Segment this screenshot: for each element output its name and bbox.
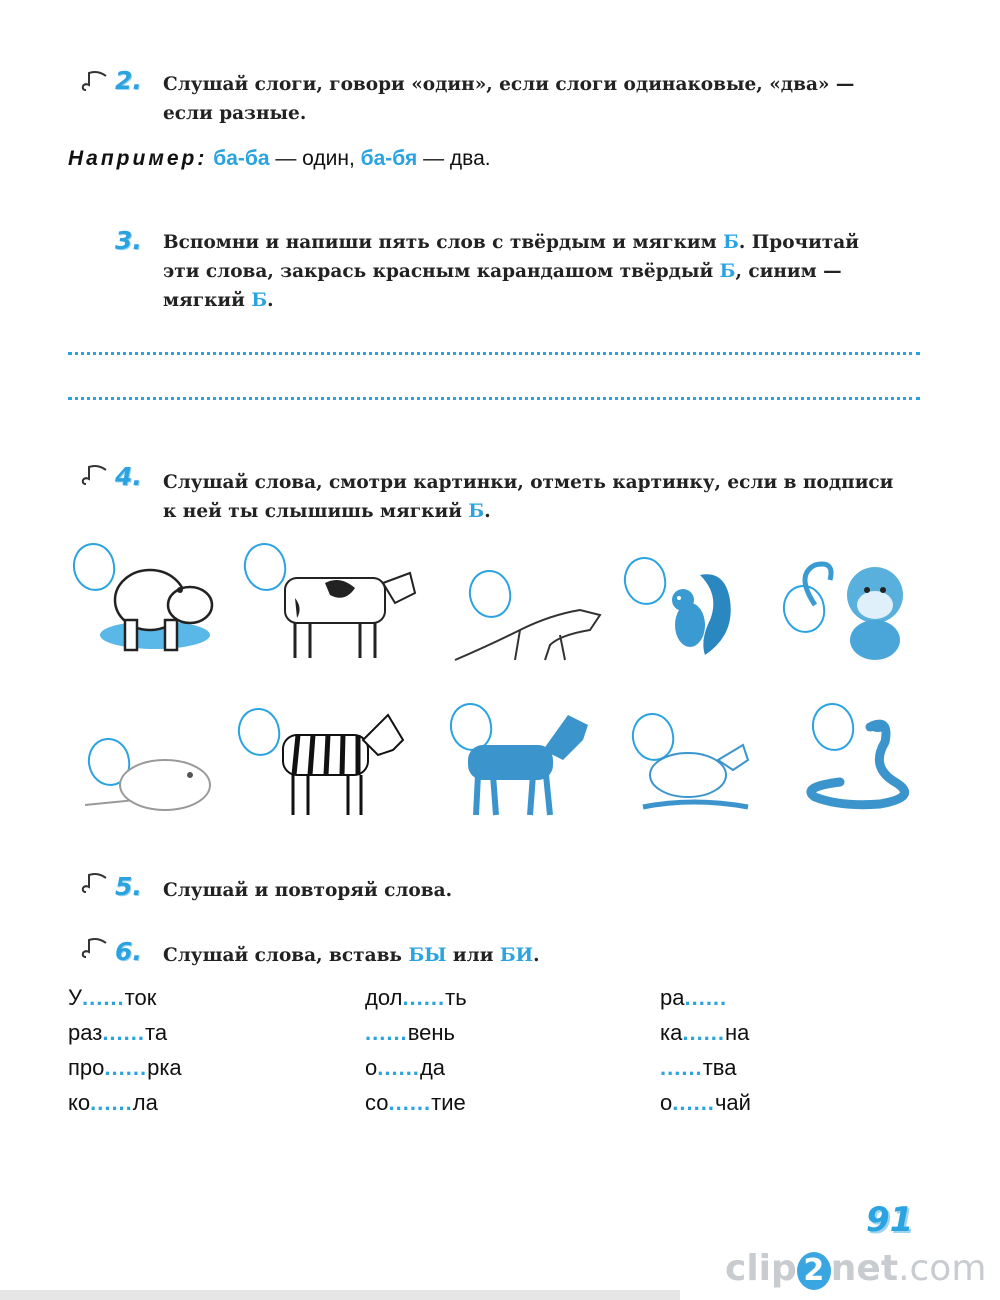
task-4-line-2: к ней ты слышишь мягкий Б. [163, 501, 491, 522]
zebra-icon [268, 710, 408, 820]
word-column-3 [660, 980, 751, 1120]
listen-note-icon [80, 68, 112, 94]
cow-icon [275, 563, 420, 663]
task-5-instruction: Слушай и повторяй слова. [163, 880, 453, 901]
word-item[interactable]: про......рка [68, 1055, 182, 1080]
listen-note-icon [80, 935, 112, 961]
task-4-line-1: Слушай слова, смотри картинки, отметь картинку, если в подписи [163, 472, 894, 493]
listen-note-icon [80, 462, 112, 488]
example-1-syllables: ба-ба [213, 147, 270, 170]
task-2-line-2: если разные. [163, 103, 307, 124]
task-6-number: 6. [115, 937, 142, 966]
writing-line-1[interactable] [68, 352, 920, 355]
task-3-instruction [163, 228, 933, 315]
word-item[interactable]: дол......ть [365, 985, 467, 1010]
word-item[interactable]: ко......ла [68, 1090, 158, 1115]
word-item[interactable]: ......вень [365, 1020, 455, 1045]
squirrel-icon [655, 565, 740, 665]
task-2-number: 2. [115, 66, 142, 95]
word-item[interactable]: ра...... [660, 985, 728, 1010]
example-label: Например: [68, 147, 208, 170]
word-column-2 [365, 980, 467, 1120]
word-item[interactable]: раз......та [68, 1020, 168, 1045]
writing-line-2[interactable] [68, 397, 920, 400]
word-item[interactable]: ка......на [660, 1020, 750, 1045]
snake-icon [800, 712, 925, 812]
word-item[interactable]: ......тва [660, 1055, 737, 1080]
task-3-number: 3. [115, 226, 142, 255]
listen-note-icon [80, 870, 112, 896]
hippo-icon [95, 555, 220, 665]
bottom-scroll-strip [0, 1290, 680, 1300]
task-2-instruction [163, 70, 933, 128]
letter-b: Б [251, 290, 268, 311]
task-3-line-2: эти слова, закрась красным карандашом твёрдый Б, синим — [163, 261, 842, 282]
letter-b: Б [719, 261, 736, 282]
example-2-syllables: ба-бя [360, 147, 418, 170]
task-3-line-3: мягкий Б. [163, 290, 274, 311]
task-6-instruction: Слушай слова, вставь БЫ или БИ. [163, 945, 540, 966]
word-column-1 [68, 980, 182, 1120]
option-bi: БИ [499, 945, 534, 966]
page-number: 91 [866, 1200, 914, 1240]
task-2-line-1: Слушай слоги, говори «один», если слоги одинаковые, «два» — [163, 74, 855, 95]
option-by: БЫ [408, 945, 447, 966]
example-1-answer: — один, [269, 147, 361, 170]
task-4-number: 4. [115, 462, 142, 491]
word-item[interactable]: У......ток [68, 985, 157, 1010]
task-3-line-1: Вспомни и напиши пять слов с твёрдым и мягким Б. Прочитай [163, 232, 859, 253]
letter-b: Б [468, 501, 485, 522]
word-item[interactable]: со......тие [365, 1090, 466, 1115]
task-5-number: 5. [115, 872, 142, 901]
task-2-example [68, 147, 491, 171]
word-item[interactable]: о......чай [660, 1090, 751, 1115]
clip2net-watermark: clip 2 net.com [725, 1248, 987, 1289]
sheep-icon [638, 735, 753, 815]
letter-b: Б [723, 232, 739, 253]
word-item[interactable]: о......да [365, 1055, 446, 1080]
example-2-answer: — два. [417, 147, 491, 170]
ferret-icon [450, 590, 610, 670]
monkey-icon [795, 555, 925, 665]
beaver-icon [80, 745, 215, 815]
horse-icon [458, 710, 593, 820]
task-4-instruction [163, 468, 933, 526]
